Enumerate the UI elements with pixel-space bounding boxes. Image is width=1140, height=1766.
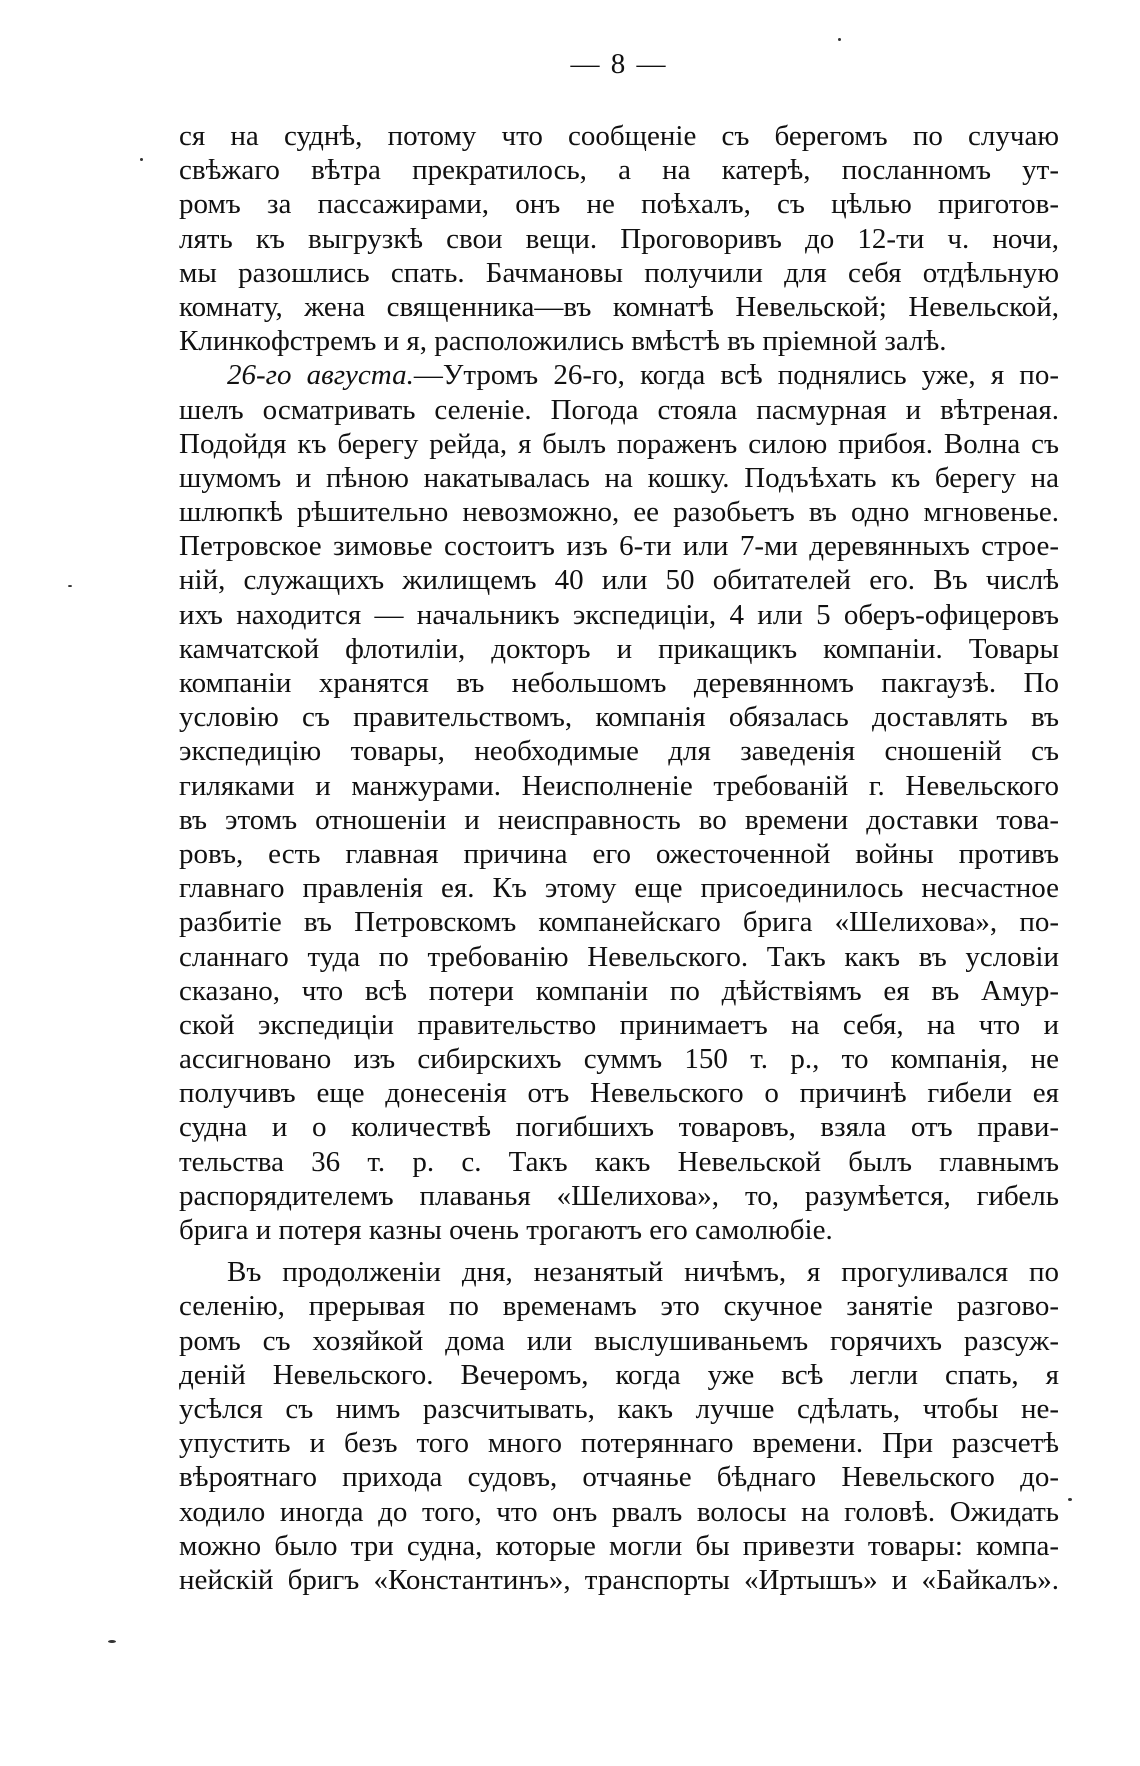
text-line: брига и потеря казны очень трогаютъ его самолюбіе. xyxy=(179,1214,833,1246)
text-line: получивъ еще донесенія отъ Невельского о причинѣ гибели ея xyxy=(179,1077,1059,1110)
text-line: распорядителемъ плаванья «Шелихова», то, разумѣется, гибель xyxy=(179,1179,1059,1212)
scan-speck xyxy=(1068,1498,1072,1501)
text-line: гиляками и манжурами. Неисполненіе требованій г. Невельского xyxy=(179,769,1059,802)
scan-speck xyxy=(108,1640,116,1643)
text-line: упустить и безъ того много потеряннаго времени. При разсчетѣ xyxy=(179,1427,1059,1460)
paragraph-gap xyxy=(179,1247,1059,1255)
text-line: шлюпкѣ рѣшительно невозможно, ее разобьетъ въ одно мгновенье. xyxy=(179,496,1059,529)
text-line: ходило иногда до того, что онъ рвалъ волосы на головѣ. Ожидать xyxy=(179,1495,1059,1528)
text-line: разбитіе въ Петровскомъ компанейскаго брига «Шелихова», по- xyxy=(179,906,1059,939)
paragraph-1 xyxy=(179,119,1059,358)
text-line: въ этомъ отношеніи и неисправность во времени доставки това- xyxy=(179,803,1059,836)
text-line: ской экспедиціи правительство принимаетъ на себя, на что и xyxy=(179,1008,1059,1041)
paragraph-2 xyxy=(179,358,1059,1247)
text-line: ромъ за пассажирами, онъ не поѣхалъ, съ цѣлью приготов- xyxy=(179,188,1059,221)
text-line: компаніи хранятся въ небольшомъ деревянномъ пакгаузѣ. По xyxy=(179,667,1059,699)
text-line: тельства 36 т. р. с. Такъ какъ Невельской былъ главнымъ xyxy=(179,1145,1059,1178)
text-line: комнату, жена священника—въ комнатѣ Невельской; Невельской, xyxy=(179,290,1059,323)
text-line: нейскій бригъ «Константинъ», транспорты «Иртышъ» и «Байкалъ». xyxy=(179,1563,1059,1596)
text-line: ній, служащихъ жилищемъ 40 или 50 обитателей его. Въ числѣ xyxy=(179,564,1059,597)
text-line: Клинкофстремъ и я, расположились вмѣстѣ въ пріемной залѣ. xyxy=(179,325,947,358)
body-text xyxy=(179,119,1059,1597)
text-line: камчатской флотиліи, докторъ и прикащикъ компаніи. Товары xyxy=(179,632,1059,665)
text-line: шумомъ и пѣною накатывалась на кошку. Подъѣхать къ берегу на xyxy=(179,461,1059,494)
scan-speck xyxy=(838,38,841,41)
text-line: шелъ осматривать селеніе. Погода стояла пасмурная и вѣтреная. xyxy=(179,393,1059,426)
text-line: Подойдя къ берегу рейда, я былъ пораженъ силою прибоя. Волна съ xyxy=(179,427,1059,460)
text-line: главнаго правленія ея. Къ этому еще присоединилось несчастное xyxy=(179,872,1059,905)
text-line: деній Невельского. Вечеромъ, когда уже всѣ легли спать, я xyxy=(179,1358,1059,1391)
text-line: условію съ правительствомъ, компанія обязалась доставлять въ xyxy=(179,701,1059,734)
text-line: усѣлся съ нимъ разсчитывать, какъ лучше сдѣлать, чтобы не- xyxy=(179,1392,1059,1425)
entry-date: 26-го августа. xyxy=(227,359,414,392)
text-line: ся на суднѣ, потому что сообщеніе съ берегомъ по случаю xyxy=(179,120,1059,152)
text-line: Петровское зимовье состоитъ изъ 6-ти или 7-ми деревянныхъ строе- xyxy=(179,530,1059,563)
text-line: сланнаго туда по требованію Невельского. Такъ какъ въ условіи xyxy=(179,940,1059,973)
text-line: ассигновано изъ сибирскихъ суммъ 150 т. р., то компанія, не xyxy=(179,1043,1059,1076)
entry-first-line: —Утромъ 26-го, когда всѣ поднялись уже, я по- xyxy=(413,359,1059,392)
text-line: экспедицію товары, необходимые для заведенія сношеній съ xyxy=(179,735,1059,768)
text-line: селенію, прерывая по временамъ это скучное занятіе разгово- xyxy=(179,1290,1059,1323)
page-number: — 8 — xyxy=(570,48,668,80)
text-line: Въ продолженіи дня, незанятый ничѣмъ, я прогуливался по xyxy=(227,1256,1059,1289)
text-line: ровъ, есть главная причина его ожесточенной войны противъ xyxy=(179,837,1059,870)
text-line: лять къ выгрузкѣ свои вещи. Проговоривъ до 12-ти ч. ночи, xyxy=(179,222,1059,255)
text-line: ромъ съ хозяйкой дома или выслушиваньемъ горячихъ разсуж- xyxy=(179,1324,1059,1357)
text-line-dated xyxy=(179,358,1059,392)
scan-speck xyxy=(140,158,143,161)
text-line: вѣроятнаго прихода судовъ, отчаянье бѣднаго Невельского до- xyxy=(179,1461,1059,1494)
text-line: можно было три судна, которые могли бы привезти товары: компа- xyxy=(179,1529,1059,1562)
scan-speck xyxy=(68,585,72,587)
text-line: свѣжаго вѣтра прекратилось, а на катерѣ, посланномъ ут- xyxy=(179,154,1059,187)
text-line: судна и о количествѣ погибшихъ товаровъ, взяла отъ прави- xyxy=(179,1111,1059,1144)
text-line: мы разошлись спать. Бачмановы получили для себя отдѣльную xyxy=(179,256,1059,289)
text-line: ихъ находится — начальникъ экспедиціи, 4 или 5 оберъ-офицеровъ xyxy=(179,598,1059,631)
text-line: сказано, что всѣ потери компаніи по дѣйствіямъ ея въ Амур- xyxy=(179,974,1059,1007)
paragraph-3 xyxy=(179,1255,1059,1597)
